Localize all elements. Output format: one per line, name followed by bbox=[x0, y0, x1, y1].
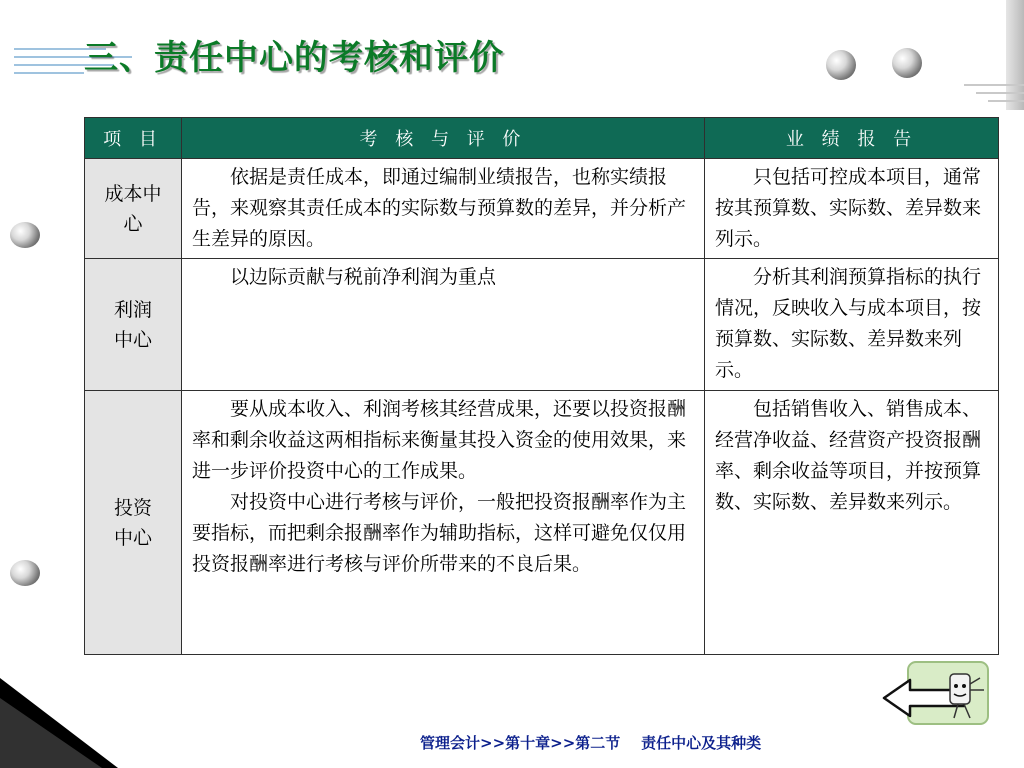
evaluation-text: 对投资中心进行考核与评价，一般把投资报酬率作为主要指标，而把剩余报酬率作为辅助指标，这样可避免仅仅用投资报酬率进行考核与评价所带来的不良后果。 bbox=[192, 491, 687, 575]
right-decoration-lines bbox=[960, 84, 1024, 106]
report-cell bbox=[705, 159, 999, 259]
header-report: 业 绩 报 告 bbox=[705, 118, 999, 159]
decorative-sphere-icon bbox=[826, 50, 856, 80]
report-cell bbox=[705, 391, 999, 655]
page-title: 三、责任中心的考核和评价 bbox=[84, 38, 504, 78]
report-text: 包括销售收入、销售成本、经营净收益、经营资产投资报酬率、剩余收益等项目，并按预算数、实际数、差异数来列示。 bbox=[715, 398, 982, 513]
report-text: 分析其利润预算指标的执行情况，反映收入与成本项目，按预算数、实际数、差异数来列示。 bbox=[715, 266, 982, 381]
footer-breadcrumb: 管理会计>>第十章>>第二节 责任中心及其种类 bbox=[420, 734, 762, 752]
table-row bbox=[85, 391, 999, 655]
evaluation-cell bbox=[182, 259, 705, 391]
evaluation-text: 要从成本收入、利润考核其经营成果，还要以投资报酬率和剩余收益这两相指标来衡量其投入资金的使用效果，来进一步评价投资中心的工作成果。 bbox=[192, 398, 687, 482]
evaluation-cell bbox=[182, 391, 705, 655]
corner-decoration-shade bbox=[0, 698, 102, 768]
decorative-sphere-icon bbox=[892, 48, 922, 78]
evaluation-table bbox=[84, 117, 999, 655]
evaluation-text: 以边际贡献与税前净利润为重点 bbox=[230, 266, 497, 288]
row-label-profit-center: 利润中心 bbox=[85, 259, 182, 391]
table-header-row bbox=[85, 118, 999, 159]
header-evaluation: 考 核 与 评 价 bbox=[182, 118, 705, 159]
report-cell bbox=[705, 259, 999, 391]
decorative-sphere-icon bbox=[10, 222, 40, 248]
row-label-cost-center: 成本中心 bbox=[85, 159, 182, 259]
table-row bbox=[85, 259, 999, 391]
row-label-investment-center: 投资中心 bbox=[85, 391, 182, 655]
evaluation-cell bbox=[182, 159, 705, 259]
evaluation-text: 依据是责任成本，即通过编制业绩报告，也称实绩报告，来观察其责任成本的实际数与预算数的差异，并分析产生差异的原因。 bbox=[192, 166, 687, 250]
table-row bbox=[85, 159, 999, 259]
report-text: 只包括可控成本项目，通常按其预算数、实际数、差异数来列示。 bbox=[715, 166, 982, 250]
back-arrow-icon bbox=[880, 660, 992, 728]
back-button[interactable] bbox=[880, 660, 992, 728]
header-item: 项 目 bbox=[85, 118, 182, 159]
decorative-sphere-icon bbox=[10, 560, 40, 586]
